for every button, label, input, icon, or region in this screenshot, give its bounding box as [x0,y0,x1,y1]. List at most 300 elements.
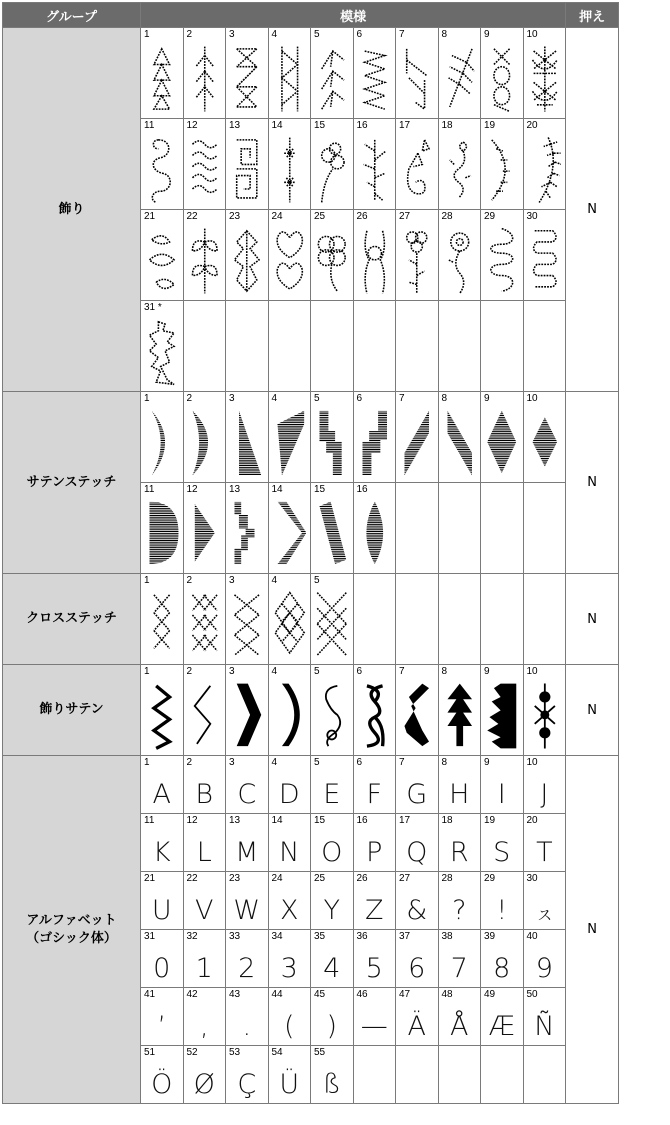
pattern-cell [183,872,226,930]
pattern-cell [481,756,524,814]
empty-cell [311,301,354,392]
alphabet-glyph: Y [323,895,340,926]
pattern-number: 6 [356,393,363,404]
pattern-number: 38 [441,931,453,942]
empty-cell [523,574,566,665]
alphabet-glyph: X [280,895,299,926]
pattern-cell [183,814,226,872]
pattern-cell [226,814,269,872]
pattern-number: 27 [399,873,411,884]
pattern-number: 39 [484,931,496,942]
pattern-number: 21 [144,211,156,222]
pattern-number: 21 [144,873,156,884]
alphabet-glyph: F [366,779,383,810]
pattern-cell [141,210,184,301]
pattern-cell [141,301,184,392]
pattern-number: 22 [186,873,198,884]
pattern-number: 48 [441,989,453,1000]
alphabet-glyph: O [321,837,343,868]
pattern-number: 2 [186,393,193,404]
loop-coil-icon [485,224,519,298]
pattern-cell [311,756,354,814]
pattern-cell [141,483,184,574]
pattern-cell [268,814,311,872]
pattern-number: 46 [356,989,368,1000]
leaf-scroll-icon [145,224,179,298]
pattern-number: 27 [399,211,411,222]
pattern-number: 8 [441,29,448,40]
alphabet-glyph: J [540,779,549,810]
pattern-cell [226,988,269,1046]
pattern-cell [141,988,184,1046]
pattern-number: 44 [271,989,283,1000]
pattern-number: 1 [144,575,150,586]
alphabet-glyph: Ø [193,1069,215,1100]
pattern-cell [353,210,396,301]
pattern-cell [311,210,354,301]
pattern-cell [183,574,226,665]
pattern-cell [481,210,524,301]
alphabet-glyph: V [195,895,214,926]
alphabet-glyph: N [279,837,300,868]
pattern-cell [523,665,566,756]
empty-cell [226,301,269,392]
alphabet-glyph: M [235,837,259,868]
star-line-icon [273,133,307,207]
pattern-number: 16 [356,815,368,826]
pattern-row [3,574,619,665]
greek-key-icon [230,133,264,207]
pattern-cell [396,665,439,756]
pattern-number: 32 [186,931,198,942]
alphabet-glyph: 8 [493,953,511,984]
group-column-header: グループ [3,3,141,28]
satin-half-circle-icon [145,497,179,571]
pattern-number: 20 [526,120,538,131]
pattern-number: 3 [229,29,235,40]
pattern-cell [523,28,566,119]
diamond-outline-icon [188,679,222,753]
scroll-curl-icon [145,133,179,207]
pattern-cell [396,930,439,988]
pattern-cell [438,814,481,872]
pattern-cell [396,872,439,930]
pattern-number: 45 [314,989,326,1000]
pattern-cell [353,119,396,210]
oak-leaf-icon [230,224,264,298]
pattern-cell [226,483,269,574]
pattern-cell [353,28,396,119]
fern-arc-icon [528,133,562,207]
empty-cell [396,301,439,392]
pattern-number: 28 [441,211,453,222]
empty-cell [523,1046,566,1104]
alphabet-glyph: Å [450,1011,469,1042]
pattern-number: 18 [441,815,453,826]
pattern-number: 6 [356,666,363,677]
pattern-cell [523,988,566,1046]
pattern-number: 2 [186,666,193,677]
tulip-spiral-icon [400,133,434,207]
pattern-row [3,756,619,814]
group-label [3,756,141,1104]
pattern-number: 11 [144,484,155,495]
alphabet-glyph: ! [496,895,508,926]
pattern-number: 31 * [144,302,162,313]
satin-step-icon [315,406,349,480]
pattern-cell [481,665,524,756]
alphabet-glyph: . [242,1011,252,1042]
flower-stem-icon [315,133,349,207]
pattern-number: 25 [314,873,326,884]
pattern-cell [183,756,226,814]
alphabet-glyph: I [497,779,506,810]
alphabet-glyph: C [237,779,257,810]
pattern-number: 9 [484,757,490,768]
pattern-number: 8 [441,666,448,677]
pattern-number: 4 [271,757,278,768]
group-label-line: 飾りサテン [39,702,104,718]
pattern-cell [268,1046,311,1104]
pattern-cell [183,930,226,988]
presser-foot-value: N [566,665,619,756]
satin-diamond-icon [485,406,519,480]
pattern-cell [353,930,396,988]
alphabet-glyph: ß [322,1069,341,1100]
pattern-cell [268,756,311,814]
pattern-number: 22 [186,211,198,222]
pattern-number: 10 [526,666,538,677]
pattern-number: 6 [356,29,363,40]
empty-cell [481,483,524,574]
pattern-number: 30 [526,211,538,222]
presser-foot-value: N [566,392,619,574]
alphabet-glyph: 2 [238,953,256,984]
satin-stair-icon [230,497,264,571]
pattern-number: 54 [271,1047,283,1058]
pattern-number: 55 [314,1047,326,1058]
pattern-cell [183,483,226,574]
pattern-cell [183,665,226,756]
pattern-number: 14 [271,815,283,826]
pattern-cell [226,119,269,210]
pattern-cell [183,28,226,119]
satin-crescent-bold-icon [188,406,222,480]
pattern-cell [481,814,524,872]
pattern-cell [396,28,439,119]
alphabet-glyph: ( [283,1011,295,1042]
pattern-number: 8 [441,393,448,404]
pattern-number: 10 [526,757,538,768]
pattern-table [2,2,619,1104]
pattern-cell [268,930,311,988]
pattern-cell [396,119,439,210]
pattern-cell [523,872,566,930]
pattern-number: 2 [186,29,193,40]
pattern-number: 33 [229,931,241,942]
group-label-line: アルファベット [26,912,117,928]
alphabet-glyph: 4 [323,953,341,984]
pattern-cell [523,392,566,483]
pattern-number: 52 [186,1047,198,1058]
pattern-cell [311,119,354,210]
pattern-cell [396,988,439,1046]
alphabet-glyph: Q [406,837,428,868]
alphabet-glyph: 3 [280,953,298,984]
cross-diamond-icon [273,588,307,662]
pattern-cell [438,119,481,210]
pattern-number: 51 [144,1047,156,1058]
pattern-row [3,665,619,756]
empty-cell [353,574,396,665]
herringbone-icon [188,42,222,116]
pattern-number: 14 [271,484,283,495]
pattern-cell [481,872,524,930]
pattern-number: 19 [484,120,496,131]
alphabet-glyph: 5 [365,953,383,984]
satin-triangle-icon [230,406,264,480]
alphabet-glyph: E [323,779,341,810]
alphabet-glyph: H [449,779,470,810]
pattern-number: 12 [186,120,198,131]
pattern-cell [268,119,311,210]
pattern-number: 7 [399,29,405,40]
alphabet-glyph: L [196,837,212,868]
pattern-number: 8 [441,757,448,768]
pattern-number: 2 [186,575,193,586]
tree-silhouette-icon [145,315,179,389]
pattern-cell [523,119,566,210]
pattern-number: 5 [314,666,320,677]
pattern-cell [396,392,439,483]
double-zigzag-icon [273,42,307,116]
zigzag-bold-icon [145,679,179,753]
pattern-number: 15 [314,815,326,826]
pattern-number: 1 [144,757,150,768]
alphabet-glyph: U [151,895,172,926]
figure-eight-icon [358,679,392,753]
presser-foot-value: N [566,28,619,392]
flower-vine-icon [358,224,392,298]
pattern-number: 36 [356,931,368,942]
pattern-number: 53 [229,1047,241,1058]
pattern-number: 9 [484,666,490,677]
pattern-number: 4 [271,666,278,677]
pattern-number: 13 [229,120,241,131]
empty-cell [353,1046,396,1104]
pattern-cell [141,814,184,872]
alphabet-glyph: Ü [279,1069,300,1100]
satin-slant-bar-icon [315,497,349,571]
satin-diamond-small-icon [528,406,562,480]
pattern-number: 3 [229,393,235,404]
pattern-number: 31 [144,931,156,942]
pattern-cell [481,392,524,483]
alphabet-glyph: Ö [151,1069,173,1100]
pattern-cell [141,1046,184,1104]
empty-cell [481,574,524,665]
pattern-number: 24 [271,873,283,884]
pattern-number: 9 [484,29,490,40]
pattern-cell [396,814,439,872]
pattern-table-body [3,28,619,1104]
empty-cell [523,483,566,574]
pattern-number: 7 [399,393,405,404]
pattern-number: 28 [441,873,453,884]
pattern-cell [481,119,524,210]
pattern-number: 41 [144,989,156,1000]
empty-cell [268,301,311,392]
pattern-cell [226,574,269,665]
leaf-branch-icon [188,224,222,298]
pattern-number: 43 [229,989,241,1000]
pattern-number: 3 [229,666,235,677]
pattern-number: 14 [271,120,283,131]
pattern-number: 26 [356,211,368,222]
pattern-cell [311,872,354,930]
pattern-cell [183,988,226,1046]
pattern-cell [311,930,354,988]
blossom-stem-icon [400,224,434,298]
pattern-cell [481,930,524,988]
pattern-cell [183,119,226,210]
feather-stack-icon [315,42,349,116]
pattern-cell [226,210,269,301]
pattern-cell [481,988,524,1046]
pattern-number: 35 [314,931,326,942]
pattern-cell [353,392,396,483]
empty-cell [481,301,524,392]
empty-cell [438,1046,481,1104]
pattern-number: 23 [229,211,241,222]
pattern-cell [353,988,396,1046]
cross-wide-icon [230,588,264,662]
pattern-cell [438,930,481,988]
pattern-cell [438,392,481,483]
twig-icon [358,133,392,207]
pattern-cell [311,28,354,119]
alphabet-glyph: Æ [488,1011,515,1042]
pattern-cell [311,1046,354,1104]
empty-cell [396,1046,439,1104]
pattern-number: 16 [356,484,368,495]
pattern-number: 11 [144,815,155,826]
pattern-number: 18 [441,120,453,131]
empty-cell [396,574,439,665]
pattern-number: 34 [271,931,283,942]
alphabet-glyph: 0 [153,953,171,984]
pattern-cell [226,665,269,756]
pattern-number: 13 [229,484,241,495]
pattern-number: 25 [314,211,326,222]
heart-pair-icon [273,224,307,298]
satin-chevron-icon [273,497,307,571]
svg-text:ス: ス [537,908,552,925]
pattern-number: 5 [314,757,320,768]
pattern-cell [268,483,311,574]
pattern-cell [523,756,566,814]
satin-step-reverse-icon [358,406,392,480]
satin-diagonal-icon [400,406,434,480]
pattern-cell [226,28,269,119]
pattern-cell [268,210,311,301]
pattern-cell [353,872,396,930]
daisy-stem-icon [443,224,477,298]
alphabet-glyph: , [199,1011,209,1042]
pattern-cell [183,210,226,301]
group-label-line: （ゴシック体） [26,930,117,946]
pattern-column-header: 模様 [141,3,566,28]
pattern-row [3,392,619,483]
pattern-cell [353,483,396,574]
pattern-cell [141,665,184,756]
empty-cell [438,301,481,392]
clover-icon [315,224,349,298]
satin-triangle-down-icon [273,406,307,480]
pattern-cell [353,814,396,872]
rose-vine-icon [443,133,477,207]
pattern-number: 1 [144,666,150,677]
pattern-cell [311,392,354,483]
pattern-number: 11 [144,120,155,131]
pattern-cell [353,665,396,756]
crescent-arc-icon [485,133,519,207]
pattern-cell [268,392,311,483]
pattern-cell [226,1046,269,1104]
alphabet-glyph: 7 [450,953,468,984]
alphabet-glyph: Ä [407,1011,426,1042]
pattern-number: 9 [484,393,490,404]
satin-half-diamond-icon [188,497,222,571]
pattern-cell [268,988,311,1046]
pattern-number: 7 [399,757,405,768]
pattern-row [3,28,619,119]
pattern-cell [141,930,184,988]
pattern-number: 5 [314,575,320,586]
pattern-number: 4 [271,575,278,586]
presser-foot-value: N [566,574,619,665]
pattern-number: 13 [229,815,241,826]
pattern-number: 12 [186,815,198,826]
alphabet-glyph: 6 [408,953,426,984]
flame-fringe-icon [485,679,519,753]
pattern-cell [141,119,184,210]
wave-stack-icon [188,133,222,207]
pattern-cell [311,483,354,574]
pattern-cell [226,392,269,483]
pattern-cell [523,210,566,301]
pattern-number: 12 [186,484,198,495]
empty-cell [523,301,566,392]
pattern-cell [311,814,354,872]
alphabet-glyph: W [233,895,261,926]
pattern-number: 4 [271,393,278,404]
alphabet-glyph: Ñ [534,1011,555,1042]
pattern-cell [353,756,396,814]
pattern-cell [396,210,439,301]
pattern-cell [438,988,481,1046]
pattern-number: 20 [526,815,538,826]
pattern-number: 16 [356,120,368,131]
pattern-number: 1 [144,393,150,404]
empty-cell [183,301,226,392]
pattern-cell [141,392,184,483]
pattern-cell [268,872,311,930]
alphabet-glyph: B [195,779,214,810]
pattern-number: 29 [484,873,496,884]
group-label-line: 飾り [58,201,85,217]
triangle-stack-icon [145,42,179,116]
